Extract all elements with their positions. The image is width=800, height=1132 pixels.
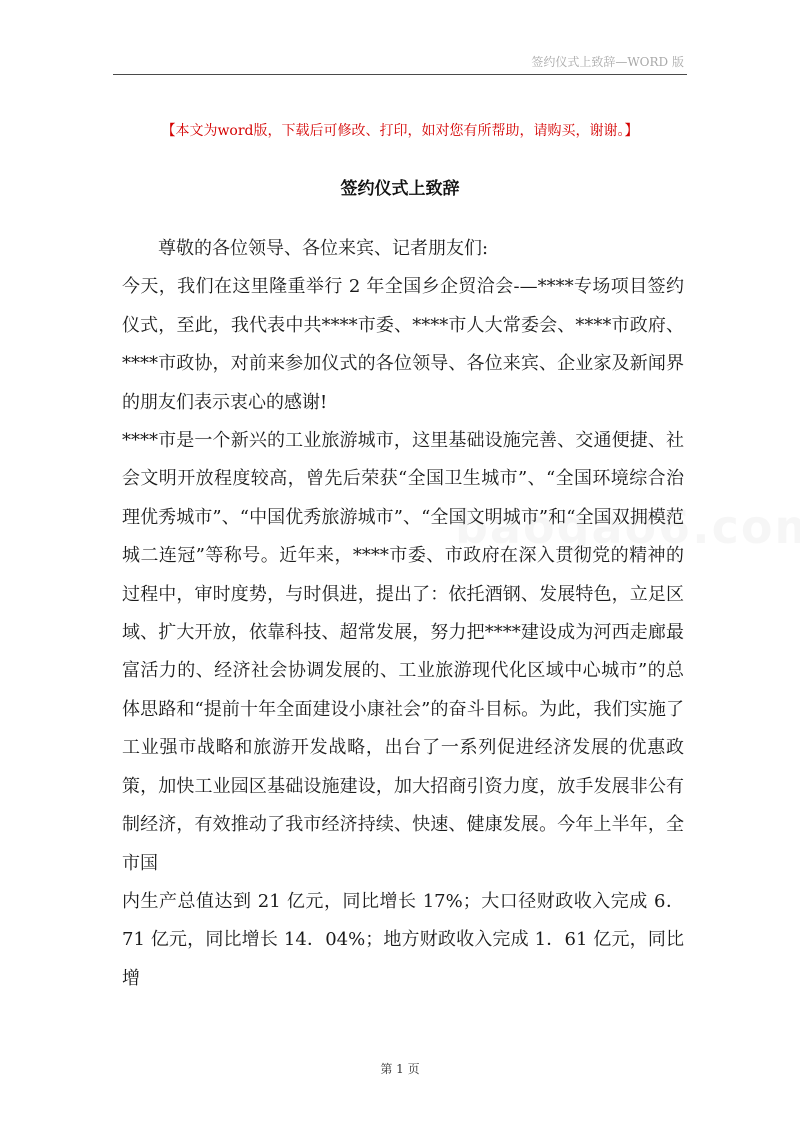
purchase-notice: 【本文为word版，下载后可修改、打印，如对您有所帮助，请购买，谢谢。】 — [161, 123, 639, 139]
paragraph: ****市是一个新兴的工业旅游城市，这里基础设施完善、交通便捷、社会文明开放程度较高，曾先后荣获“全国卫生城市”、“全国环境综合治理优秀城市”、“中国优秀旅游城市”、“全国文明城市”和“全国双拥模范城二连冠”等称号。近年来，****市委、市政府在深入贯彻党的精神的过程中，审时度势，与时俱进，提出了：依托酒钢、发展特色，立足区域、扩大开放，依靠科技、超常发展，努力把****建设成为河西走廊最富活力的、经济社会协调发展的、工业旅游现代化区域中心城市”的总体思路和“提前十年全面建设小康社会”的奋斗目标。为此，我们实施了工业强市战略和旅游开发战略，出台了一系列促进经济发展的优惠政策，加快工业园区基础设施建设，加大招商引资力度，放手发展非公有制经济，有效推动了我市经济持续、快速、健康发展。今年上半年，全市国 — [122, 430, 684, 874]
paragraph: 内生产总值达到 21 亿元，同比增长 17%；大口径财政收入完成 6．71 亿元，同比增长 14．04%；地方财政收入完成 1．61 亿元，同比增 — [122, 890, 684, 989]
paragraph-salutation: 尊敬的各位领导、各位来宾、记者朋友们: — [158, 238, 489, 259]
document-body — [122, 230, 684, 998]
paragraph: 今天，我们在这里隆重举行 2 年全国乡企贸洽会-—****专场项目签约仪式，至此，我代表中共****市委、****市人大常委会、****市政府、****市政协，对前来参加仪式的各位领导、各位来宾、企业家及新闻界的朋友们表示衷心的感谢! — [122, 276, 684, 413]
header-divider — [113, 74, 687, 75]
page-number: 第 1 页 — [380, 1062, 420, 1076]
document-title: 签约仪式上致辞 — [340, 179, 460, 199]
header-title: 签约仪式上致辞—WORD 版 — [531, 55, 684, 69]
